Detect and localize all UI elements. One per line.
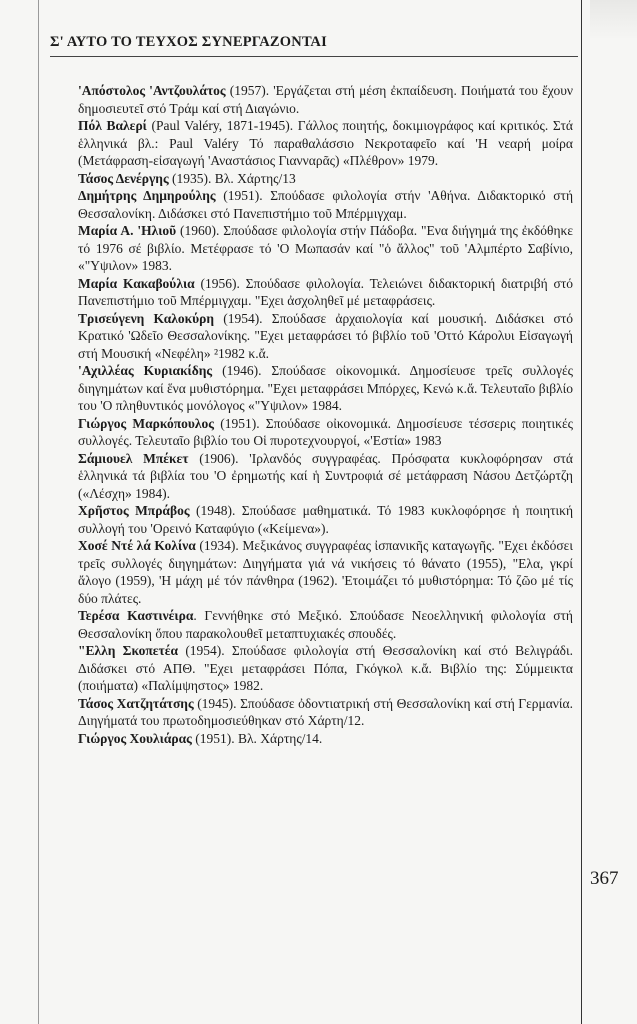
contributor-bio: . Γεννήθηκε στό Μεξικό. Σπούδασε Νεοελληνική φιλολογία στή Θεσσαλονίκη ὅπου παρακολουθεῖ μεταπτυχιακές σπουδές. bbox=[78, 608, 573, 641]
contributor-bio: (1934). Μεξικάνος συγγραφέας ἰσπανικῆς καταγωγῆς. "Εχει ἐκδόσει τρεῖς συλλογές διηγημάτων: Διηγήματα γιά νά νικήσεις τό θάνατο (1955), "Ελα, γκρί ἄλογο (1959), 'Η μάχη μέ τόν πάνθηρα (1962). 'Ετοιμάζει τό μυθιστόρημα: Τό ζῶο μέ τίς δύο πλάτες. bbox=[78, 538, 573, 606]
right-margin-rule bbox=[581, 0, 582, 1024]
contributor-name: Τρισεύγενη Καλοκύρη bbox=[78, 310, 215, 326]
contributor-entry bbox=[78, 415, 573, 450]
contributor-entry bbox=[78, 187, 573, 222]
contributor-name: Μαρία Α. 'Ηλιοῦ bbox=[78, 223, 177, 238]
contributor-bio: (1954). Σπούδασε ἀρχαιολογία καί μουσική. Διδάσκει στό Κρατικό 'Ωδεῖο Θεσσαλονίκης. "Εχει μεταφράσει τό βιβλίο τοῦ 'Οττό Κάρολυι Εἰσαγωγή στή Μουσική «Νεφέλη» ²1982 κ.ἄ. bbox=[78, 310, 573, 361]
contributor-entry bbox=[78, 730, 573, 748]
contributor-bio: (1935). Βλ. Χάρτης/13 bbox=[168, 170, 296, 186]
contributor-name: Τάσος Χατζητάτσης bbox=[78, 695, 194, 711]
contributor-name: Τερέσα Καστινέιρα bbox=[78, 608, 194, 623]
contributor-name: Γιώργος Μαρκόπουλος bbox=[78, 415, 214, 431]
contributor-bio: (1951). Βλ. Χάρτης/14. bbox=[191, 730, 323, 746]
contributor-entry bbox=[78, 117, 573, 170]
contributor-name: 'Αχιλλέας Κυριακίδης bbox=[78, 363, 213, 378]
contributor-entry bbox=[78, 695, 573, 730]
header-divider bbox=[50, 56, 578, 57]
contributors-list bbox=[78, 82, 573, 747]
contributor-bio: (1906). 'Ιρλανδός συγγραφέας. Πρόσφατα κυκλοφόρησαν στά ἑλληνικά τά βιβλία του 'Ο ἐρημωτής καί ἡ Συντροφιά σέ μετάφραση Νάσου Δετζώρτζη («Λέσχη» 1984). bbox=[78, 450, 573, 501]
contributor-entry bbox=[78, 222, 573, 275]
contributor-bio: (1951). Σπούδασε οἰκονομικά. Δημοσίευσε τέσσερις ποιητικές συλλογές. Τελευταῖο βιβλίο του Οἱ πυροτεχνουργοί, «'Εστία» 1983 bbox=[78, 415, 573, 448]
contributor-bio: (1954). Σπούδασε φιλολογία στή Θεσσαλονίκη καί στό Βελιγράδι. Διδάσκει στό ΑΠΘ. "Εχει μεταφράσει Πόπα, Γκόγκολ κ.ἄ. Βιβλίο της: Σύμμεικτα (ποιήματα) «Παλίμψηστος» 1982. bbox=[78, 643, 573, 693]
contributor-entry bbox=[78, 275, 573, 310]
contributor-bio: (1951). Σπούδασε φιλολογία στήν 'Αθήνα. Διδακτορικό στή Θεσσαλονίκη. Διδάσκει στό Πανεπιστήμιο τοῦ Μπέρμιγχαμ. bbox=[78, 188, 574, 221]
left-margin-rule bbox=[38, 0, 39, 1024]
page-number: 367 bbox=[590, 868, 619, 889]
contributor-entry bbox=[78, 537, 573, 607]
contributor-bio: (1945). Σπούδασε ὀδοντιατρική στή Θεσσαλονίκη καί στή Γερμανία. Διηγήματά του πρωτοδημοσιεύθηκαν στό Χάρτη/12. bbox=[78, 695, 573, 728]
contributor-entry bbox=[78, 642, 573, 695]
contributor-entry bbox=[78, 607, 573, 642]
contributor-bio: (1960). Σπούδασε φιλολογία στήν Πάδοβα. "Ενα διήγημά της ἐκδόθηκε τό 1976 σέ βιβλίο. Μετέφρασε τό 'Ο Μωπασάν καί "ὁ ἄλλος" τοῦ 'Αλμπέρτο Σαβίνιο, «"Υψιλον» 1983. bbox=[78, 223, 573, 273]
contributor-name: Τάσος Δενέργης bbox=[78, 170, 169, 186]
contributor-name: Δημήτρης Δημηρούλης bbox=[78, 188, 216, 203]
contributor-entry bbox=[78, 82, 573, 117]
contributor-bio: (Paul Valéry, 1871-1945). Γάλλος ποιητής, δοκιμιογράφος καί κριτικός. Στά ἑλληνικά βλ.: Paul Valéry Τό παραθαλάσσιο Νεκροταφεῖο καί 'Η νεαρή μοίρα (Μετάφραση-εἰσαγωγή 'Αναστάσιος Γιανναρᾶς) «Πλέθρον» 1979. bbox=[78, 118, 573, 168]
contributor-bio: (1957). 'Εργάζεται στή μέση ἐκπαίδευση. Ποιήματά του ἔχουν δημοσιευτεῖ στό Τράμ καί στή Διαγώνιο. bbox=[78, 83, 573, 116]
contributor-name: Σάμιουελ Μπέκετ bbox=[78, 450, 189, 466]
contributor-bio: (1956). Σπούδασε φιλολογία. Τελειώνει διδακτορική διατριβή στό Πανεπιστήμιο τοῦ Μπέρμιγχαμ. "Εχει ἀσχοληθεῖ μέ μεταφράσεις. bbox=[78, 275, 573, 308]
contributor-name: Γιώργος Χουλιάρας bbox=[78, 730, 192, 746]
contributor-entry bbox=[78, 170, 573, 188]
contributor-entry bbox=[78, 502, 573, 537]
contributor-bio: (1948). Σπούδασε μαθηματικά. Τό 1983 κυκλοφόρησε ἡ ποιητική συλλογή του 'Ορεινό Καταφύγιο («Κείμενα»). bbox=[78, 503, 573, 536]
contributor-entry bbox=[78, 362, 573, 415]
contributor-name: "Ελλη Σκοπετέα bbox=[78, 643, 179, 658]
contributor-bio: (1946). Σπούδασε οἰκονομικά. Δημοσίευσε τρεῖς συλλογές διηγημάτων καί ἕνα μυθιστόρημα. "Εχει μεταφράσει Μπόρχες, Κενώ κ.ἄ. Τελευταῖο βιβλίο του 'Ο πληθυντικός μονόλογος «"Υψιλον» 1984. bbox=[78, 363, 573, 413]
contributor-name: Πόλ Βαλερί bbox=[78, 118, 147, 133]
page-edge-shadow bbox=[590, 0, 637, 40]
contributor-name: Μαρία Κακαβούλια bbox=[78, 275, 195, 291]
contributor-entry bbox=[78, 450, 573, 503]
contributor-name: Χοσέ Ντέ λά Κολίνα bbox=[78, 538, 196, 553]
contributor-name: 'Απόστολος 'Αντζουλάτος bbox=[78, 83, 226, 98]
contributor-name: Χρῆστος Μπράβος bbox=[78, 503, 190, 518]
page-header-title: Σ' ΑΥΤΟ ΤΟ ΤΕΥΧΟΣ ΣΥΝΕΡΓΑΖΟΝΤΑΙ bbox=[50, 34, 327, 50]
contributor-entry bbox=[78, 310, 573, 363]
